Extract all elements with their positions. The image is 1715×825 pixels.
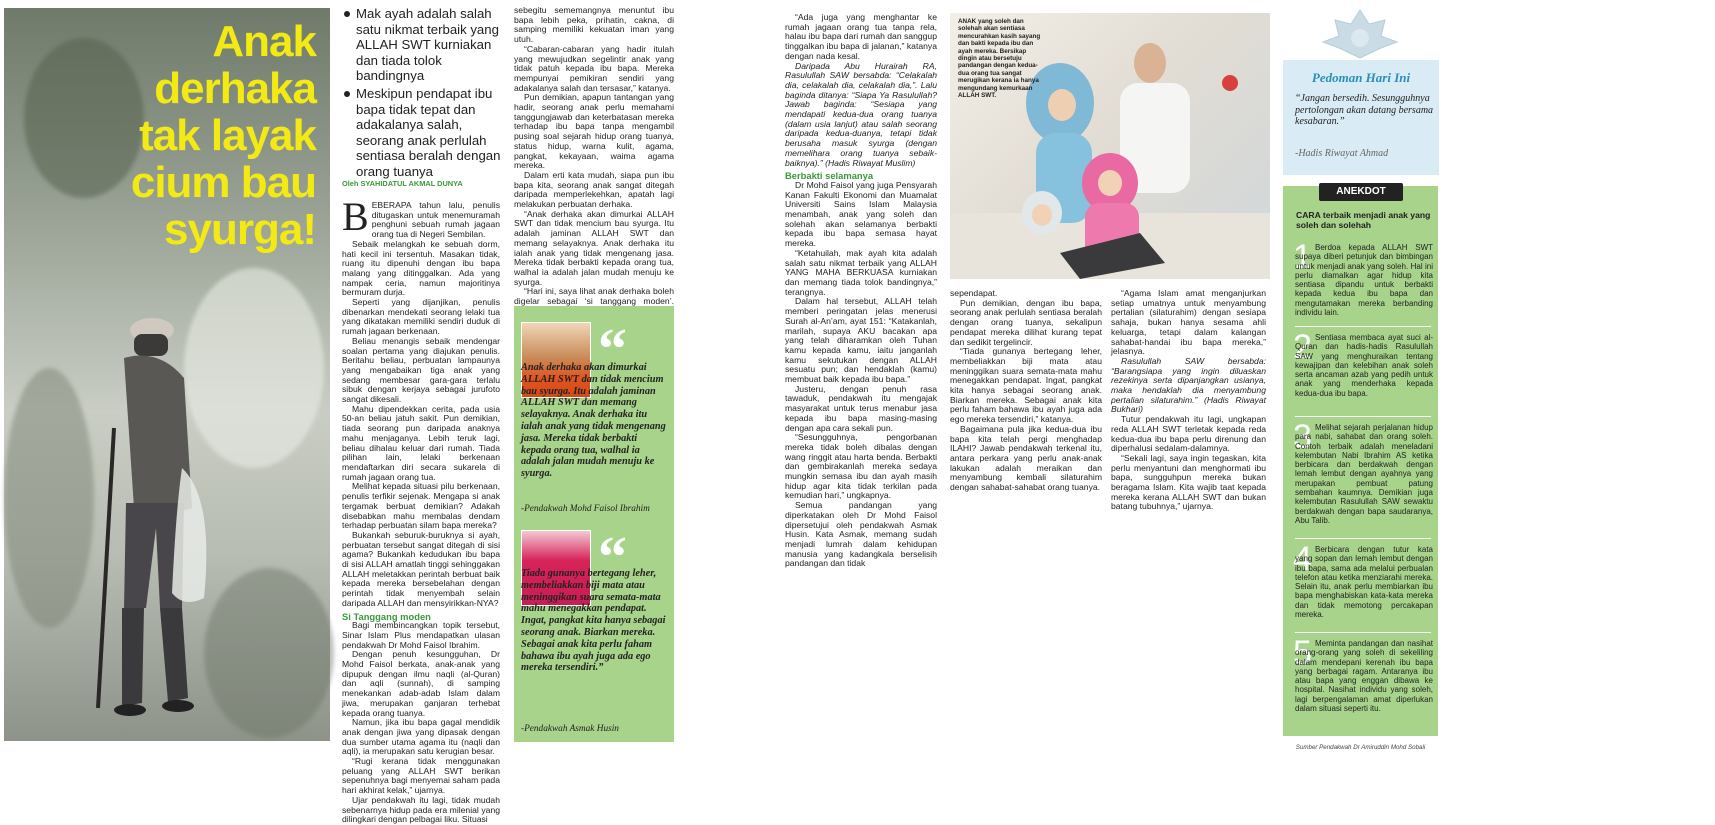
paragraph: Mahu dipendekkan cerita, pada usia 50-an beliau jatuh sakit. Pun demikian, tiada seorang pun daripada anaknya mahu menjaganya. Lebih teruk lagi, beliau dihalau keluar dari rumah. Tiada pilihan lain, lelaki berkenaan mendaftarkan diri secara sukarela di rumah jagaan orang tua. [342, 403, 500, 482]
paragraph: Namun, jika ibu bapa gagal mendidik anak dengan jiwa yang dipasak dengan dua sumber utama agama itu (naqli dan aqli), ia merupakan satu kerugian besar. [342, 717, 500, 757]
headline-line: cium bau [130, 158, 316, 207]
pedoman-quote: “Jangan bersedih. Sesungguhnya pertolongan akan datang bersama kesabaran.” [1295, 93, 1434, 127]
subheading: Berbakti selamanya [785, 170, 874, 182]
headline-line: tak layak [139, 111, 316, 160]
paragraph: sependapat. [950, 288, 998, 298]
anekdot-number: 5 [1293, 634, 1312, 672]
photo-caption: ANAK yang soleh dan solehah akan sentiasa mencurahkan kasih sayang dan bakti kepada ibu dan ayah mereka. Bersikap dingin atau bersetuju pandangan dengan kedua-dua orang tua sangat merugikan kerana ia hanya mengundang kemurkaan ALLAH SWT. [958, 18, 1041, 100]
hero-photo [4, 8, 330, 741]
elderly-man-figure [64, 308, 214, 728]
paragraph: Daripada Abu Hurairah RA, Rasulullah SAW bersabda: “Celakalah dia, celakalah dia, celakalah dia,”. Lalu baginda ditanya: “Siapa Ya Rasulullah? Jawab baginda: “Sesiapa yang mendapati kedua-dua orang tuanya (dalam usia lanjut) atau salah seorang daripada kedua-duanya, tetapi tidak berusaha masuk syurga (dengan memelihara orang tuanya sebaik-baiknya).” (Hadis Riwayat Muslim) [785, 60, 937, 168]
paragraph: Tutur pendakwah itu lagi, ungkapan reda ALLAH SWT terletak kepada reda kedua-dua ibu bapa perlu direnung dan diperhalusi sedalam-dalamnya. [1111, 414, 1266, 454]
paragraph: Pun demikian, apapun tantangan yang hadir, seorang anak perlu memahami tanggungjawab dan keterbatasan mereka terhadap ibu bapa tanpa mengambil pusing soal sejarah hidup orang tuanya, status hidup, warna kulit, agama, pangkat, kekayaan, waima agama mereka. [514, 92, 674, 171]
paragraph: EBERAPA tahun lalu, penulis ditugaskan untuk menemuramah penghuni sebuah rumah jagaan orang tua di Negeri Sembilan. [371, 200, 500, 240]
paragraph: Pun demikian, dengan ibu bapa, seorang anak perlulah sentiasa beralah dengan orang tuanya, sekalipun pendapat mereka dilihat kurang tepat dan sedikit tergelincir. [950, 297, 1102, 347]
headline [66, 18, 316, 253]
paragraph: Ujar pendakwah itu lagi, tidak mudah sebenarnya hidup pada era milenial yang dilingkari dengan pelbagai liku. Situasi [342, 794, 500, 825]
anekdot-number: 1 [1293, 238, 1312, 276]
quote-source: -Pendakwah Mohd Faisol Ibrahim [521, 504, 650, 514]
anekdot-tag: ANEKDOT [1319, 183, 1403, 201]
bullet-item: Meskipun pendapat ibu bapa tidak tepat dan adakalanya salah, seorang anak perlulah sentiasa beralah dengan orang tuanya [342, 86, 512, 180]
paragraph: Dr Mohd Faisol yang juga Pensyarah Kanan Fakulti Ekonomi dan Muamalat Universiti Sains Islam Malaysia menambah, anak yang soleh dan solehah akan selamanya berbakti kepada ibu bapa semasa hayat mereka. [785, 179, 937, 249]
headline-line: syurga! [164, 205, 316, 254]
quote-text: Tiada gunanya bertegang leher, membeliakkan biji mata atau meninggikan suara semata-mata mahu menegakkan pendapat. Ingat, pangkat kita hanya sebagai seorang anak. Biarkan mereka. Sebagai anak kita perlu faham bahawa ibu ayah juga ada ego mereka tersendiri.” [521, 568, 666, 674]
bullet-item: Mak ayah adalah salah satu nikmat terbaik yang ALLAH SWT kurniakan dan tiada tolok bandingnya [342, 6, 512, 84]
paragraph: Justeru, dengan penuh rasa tawaduk, pendakwah itu mengajak masyarakat untuk terus menabur jasa kepada ibu bapa masing-masing dengan apa cara sekali pun. [785, 383, 937, 433]
paragraph: “Rugi kerana tidak menggunakan peluang yang ALLAH SWT berikan sepenuhnya bagi menyemai saham pada hari akhirat kelak,” ujarnya. [342, 756, 500, 796]
article-column-3 [785, 12, 937, 569]
paragraph: Dalam hal tersebut, ALLAH telah memberi peringatan jelas menerusi Surah al-An’am, ayat 151: “Katakanlah, marilah, supaya AKU bacakan apa yang telah diharamkan oleh Tuhan kamu kepada kamu, iaitu janganlah kamu sekutukan dengan ALLAH sesuatu pun; dan hendaklah (kamu) membuat baik kepada ibu bapa.” [785, 296, 937, 385]
paragraph: “Sekali lagi, saya ingin tegaskan, kita perlu menyantuni dan menghormati ibu bapa, sungguhpun mereka bukan beragama Islam. Kita wajib taat kepada mereka kerana ALLAH SWT dan bukan batang tubuhnya,” ujarnya. [1111, 452, 1266, 512]
article-column-2 [514, 5, 674, 307]
paragraph: “Ada juga yang menghantar ke rumah jagaan orang tua tanpa rela, halau ibu bapa dari rumah dan sanggup tinggalkan ibu bapa di jalanan,” katanya dengan nada kesal. [785, 12, 937, 61]
subheading: Si Tanggang moden [342, 610, 431, 622]
byline: Oleh SYAHIDATUL AKMAL DUNYA [342, 179, 463, 188]
paragraph: “Cabaran-cabaran yang hadir itulah yang mewujudkan segelintir anak yang tidak patuh kepada ibu bapa. Mereka mempunyai pemikiran sendiri yang adakalanya salah dan tersasar,” katanya. [514, 43, 674, 93]
paragraph: Seperti yang dijanjikan, penulis dibenarkan mendekati seorang lelaki tua yang dikatakan memiliki sendiri duduk di rumah jagaan berkenaan. [342, 297, 500, 337]
ornament-icon [1313, 6, 1407, 62]
headline-line: derhaka [154, 64, 316, 113]
anekdot-item: Melihat sejarah perjalanan hidup para nabi, sahabat dan orang soleh. Contoh terbaik adalah meneladani kelembutan Nabi Ibrahim AS ketika berbicara dan berdakwah dengan lemah lembut dengan ayahnya yang merupakan pembuat patung sembahan kaumnya. Demikian juga kelembutan Rasulullah SAW sewaktu berdakwah dengan bapa saudaranya, Abu Talib. [1295, 423, 1433, 525]
quote-text: Anak derhaka akan dimurkai ALLAH SWT dan tidak mencium bau syurga. Itu adalah jaminan ALLAH SWT dan memang selayaknya. Anak derhaka itu ialah anak yang tidak mengenang jasa. Mereka tidak berbakti kepada orang tua, walhal ia adalah jalan mudah menuju ke syurga. [521, 362, 666, 480]
article-column-5 [1111, 288, 1266, 512]
paragraph: Beliau menangis sebaik mendengar soalan pertama yang diajukan penulis. Beritahu beliau, perbuatan lampaunya yang mengabaikan tiga anak yang sedang membesar gara-gara terlalu sibuk dengan kerjaya sebagai jurufoto sangat dikesali. [342, 335, 500, 405]
anekdot-number: 4 [1293, 540, 1312, 578]
paragraph: “Hari ini, saya lihat anak derhaka boleh digelar sebagai ‘si tanggang moden’. [514, 286, 674, 307]
paragraph: Bukankah seburuk-buruknya si ayah, perbuatan tersebut sangat ditegah di sisi agama? Bukankah kedudukan ibu bapa di sisi ALLAH amatlah tinggi sehinggakan ALLAH meletakkan perintah berbuat baik kepada mereka bersebelahan dengan perintah tidak menyembah selain daripada ALLAH dan mensyirikkan-NYA? [342, 529, 500, 608]
anekdot-intro: CARA terbaik menjadi anak yang soleh dan solehah [1296, 210, 1431, 230]
article-column-1 [342, 194, 500, 825]
paragraph: Dalam erti kata mudah, siapa pun ibu bapa kita, seorang anak sangat ditegah daripada memperlekehkan, apatah lagi melakukan perbuatan derhaka. [514, 169, 674, 210]
headline-line: Anak [212, 17, 316, 66]
anekdot-number: 2 [1293, 328, 1312, 366]
paragraph: Bagi membincangkan topik tersebut, Sinar Islam Plus mendapatkan ulasan pendakwah Dr Mohd Faisol Ibrahim. [342, 620, 500, 650]
quote-source: -Pendakwah Asmak Husin [521, 724, 619, 734]
drop-cap: B [342, 194, 369, 239]
anekdot-item: Sentiasa membaca ayat suci al-Quran dan hadis-hadis Rasulullah SAW yang menghuraikan tentang kewajipan dan kelebihan anak soleh serta ancaman azab yang pedih untuk anak yang menderhaka kepada kedua-dua ibu bapa. [1295, 333, 1433, 398]
divider [1295, 416, 1431, 417]
pedoman-box [1283, 60, 1439, 175]
divider [1295, 538, 1431, 539]
article-column-4 [950, 288, 1102, 493]
anekdot-item: Berdoa kepada ALLAH SWT supaya diberi petunjuk dan bimbingan untuk menjadi anak yang soleh. Hal ini perlu diamalkan agar hidup kita sentiasa dipandu untuk berbakti kepada kedua ibu bapa dan mengutamakan mereka berbanding individu lain. [1295, 243, 1433, 318]
paragraph: “Sesungguhnya, pengorbanan mereka tidak boleh dibalas dengan wang ringgit atau harta benda. Berbakti dan gembirakanlah mereka sedaya mungkin semasa ibu dan ayah masih hidup agar kita tidak terkilan pada kemudian hari,” ungkapnya. [785, 432, 937, 501]
quote-mark-icon: “ [598, 316, 627, 381]
divider [1295, 326, 1431, 327]
paragraph: sebegitu sememangnya menuntut ibu bapa lebih peka, prihatin, cakna, di samping memiliki kekuatan iman yang utuh. [514, 5, 674, 45]
pull-quote-box [514, 306, 674, 742]
paragraph: Bagaimana pula jika kedua-dua ibu bapa kita telah pergi menghadap ILAHI? Jawab pendakwah terkenal itu, antara perkara yang perlu anak-anak lakukan adalah meraikan dan menyambung kembali silaturahim dengan sahabat-sahabat orang tuanya. [950, 423, 1102, 493]
paragraph: “Anak derhaka akan dimurkai ALLAH SWT dan tidak mencium bau syurga. Itu adalah jaminan ALLAH SWT dan memang selayaknya. Anak derhaka itu ialah anak yang tidak mengenang jasa. Mereka tidak berbakti kepada orang tua, walhal ia adalah jalan mudah menuju ke syurga. [514, 208, 674, 287]
paragraph: “Tiada gunanya bertegang leher, membeliakkan biji mata atau meninggikan suara semata-mata mahu menegakkan pendapat. Ingat, pangkat kita hanya sebagai seorang anak. Biarkan mereka. Sebagai anak kita perlu faham bahawa ibu ayah juga ada ego mereka tersendiri,” katanya. [950, 346, 1102, 425]
summary-bullets [342, 6, 512, 182]
pedoman-title: Pedoman Hari Ini [1311, 70, 1411, 85]
paragraph: “Ketahuilah, mak ayah kita adalah salah satu nikmat terbaik yang ALLAH YANG MAHA BERKUASA kurniakan dan memang tiada tolok bandingnya,” terangnya. [785, 247, 937, 297]
anekdot-box [1283, 186, 1438, 736]
paragraph: Dengan penuh kesungguhan, Dr Mohd Faisol berkata, anak-anak yang dipupuk dengan ilmu naqli (al-Quran) dan aqli (sunnah), di samping menekankan adab-adab Islam dalam jiwa, merupakan ganjaran terhebat kepada orang tuanya. [342, 649, 500, 718]
anekdot-number: 3 [1293, 418, 1312, 456]
paragraph: Melihat kepada situasi pilu berkenaan, penulis terfikir sejenak. Mengapa si anak tergamak berbuat demikian? Adakah disebabkan mahu membalas dendam terhadap perbuatan silam bapa mereka? [342, 481, 500, 531]
anekdot-source: Sumber Pendakwah Dr Amiruddin Mohd Sobali [1295, 744, 1426, 751]
paragraph: Semua pandangan yang diperkatakan oleh Dr Mohd Faisol dipersetujui oleh pendakwah Asmak Husin. Kata Asmak, memang sudah menjadi lumrah dalam kehidupan manusia yang kadangkala berselisih pandangan dan tidak [785, 500, 937, 569]
paragraph: Sebaik melangkah ke sebuah dorm, hati kecil ini tersentuh. Masakan tidak, ruang itu dipenuhi dengan ibu bapa malang yang ditinggalkan. Ada yang nampak ceria, namun majoritinya bermuram durja. [342, 238, 500, 298]
divider [1295, 632, 1431, 633]
anekdot-item: Meminta pandangan dan nasihat orang-orang yang soleh di sekeliling dalam mendepani kerenah ibu bapa yang berbagai ragam. Antaranya ibu atau bapa yang enggan dibawa ke hospital. Nasihat individu yang soleh, lagi berpengalaman amat diperlukan dalam situasi seperti itu. [1295, 639, 1433, 714]
paragraph: “Agama Islam amat menganjurkan setiap umatnya untuk menyambung pertalian (silaturahim) dengan sesiapa sahaja, bukan hanya sesama ahli keluarga, tetapi dalam kalangan sahabat-handai ibu bapa mereka,” jelasnya. [1111, 288, 1266, 357]
anekdot-item: Berbicara dengan tutur kata yang sopan dan lemah lembut dengan ibu bapa, sama ada melalui perbualan telefon atau ketika menziarahi mereka. Selain itu, anak perlu membiarkan ibu bapa menghabiskan kata-kata mereka dan tidak memotong percakapan mereka. [1295, 545, 1433, 620]
pedoman-source: -Hadis Riwayat Ahmad [1295, 148, 1389, 159]
quote-mark-icon: “ [598, 524, 627, 589]
paragraph: Rasulullah SAW bersabda: “Barangsiapa yang ingin diluaskan rezekinya serta dipanjangkan usianya, maka hendaklah dia menyambung pertalian silaturahim.” (Hadis Riwayat Bukhari) [1111, 355, 1266, 415]
